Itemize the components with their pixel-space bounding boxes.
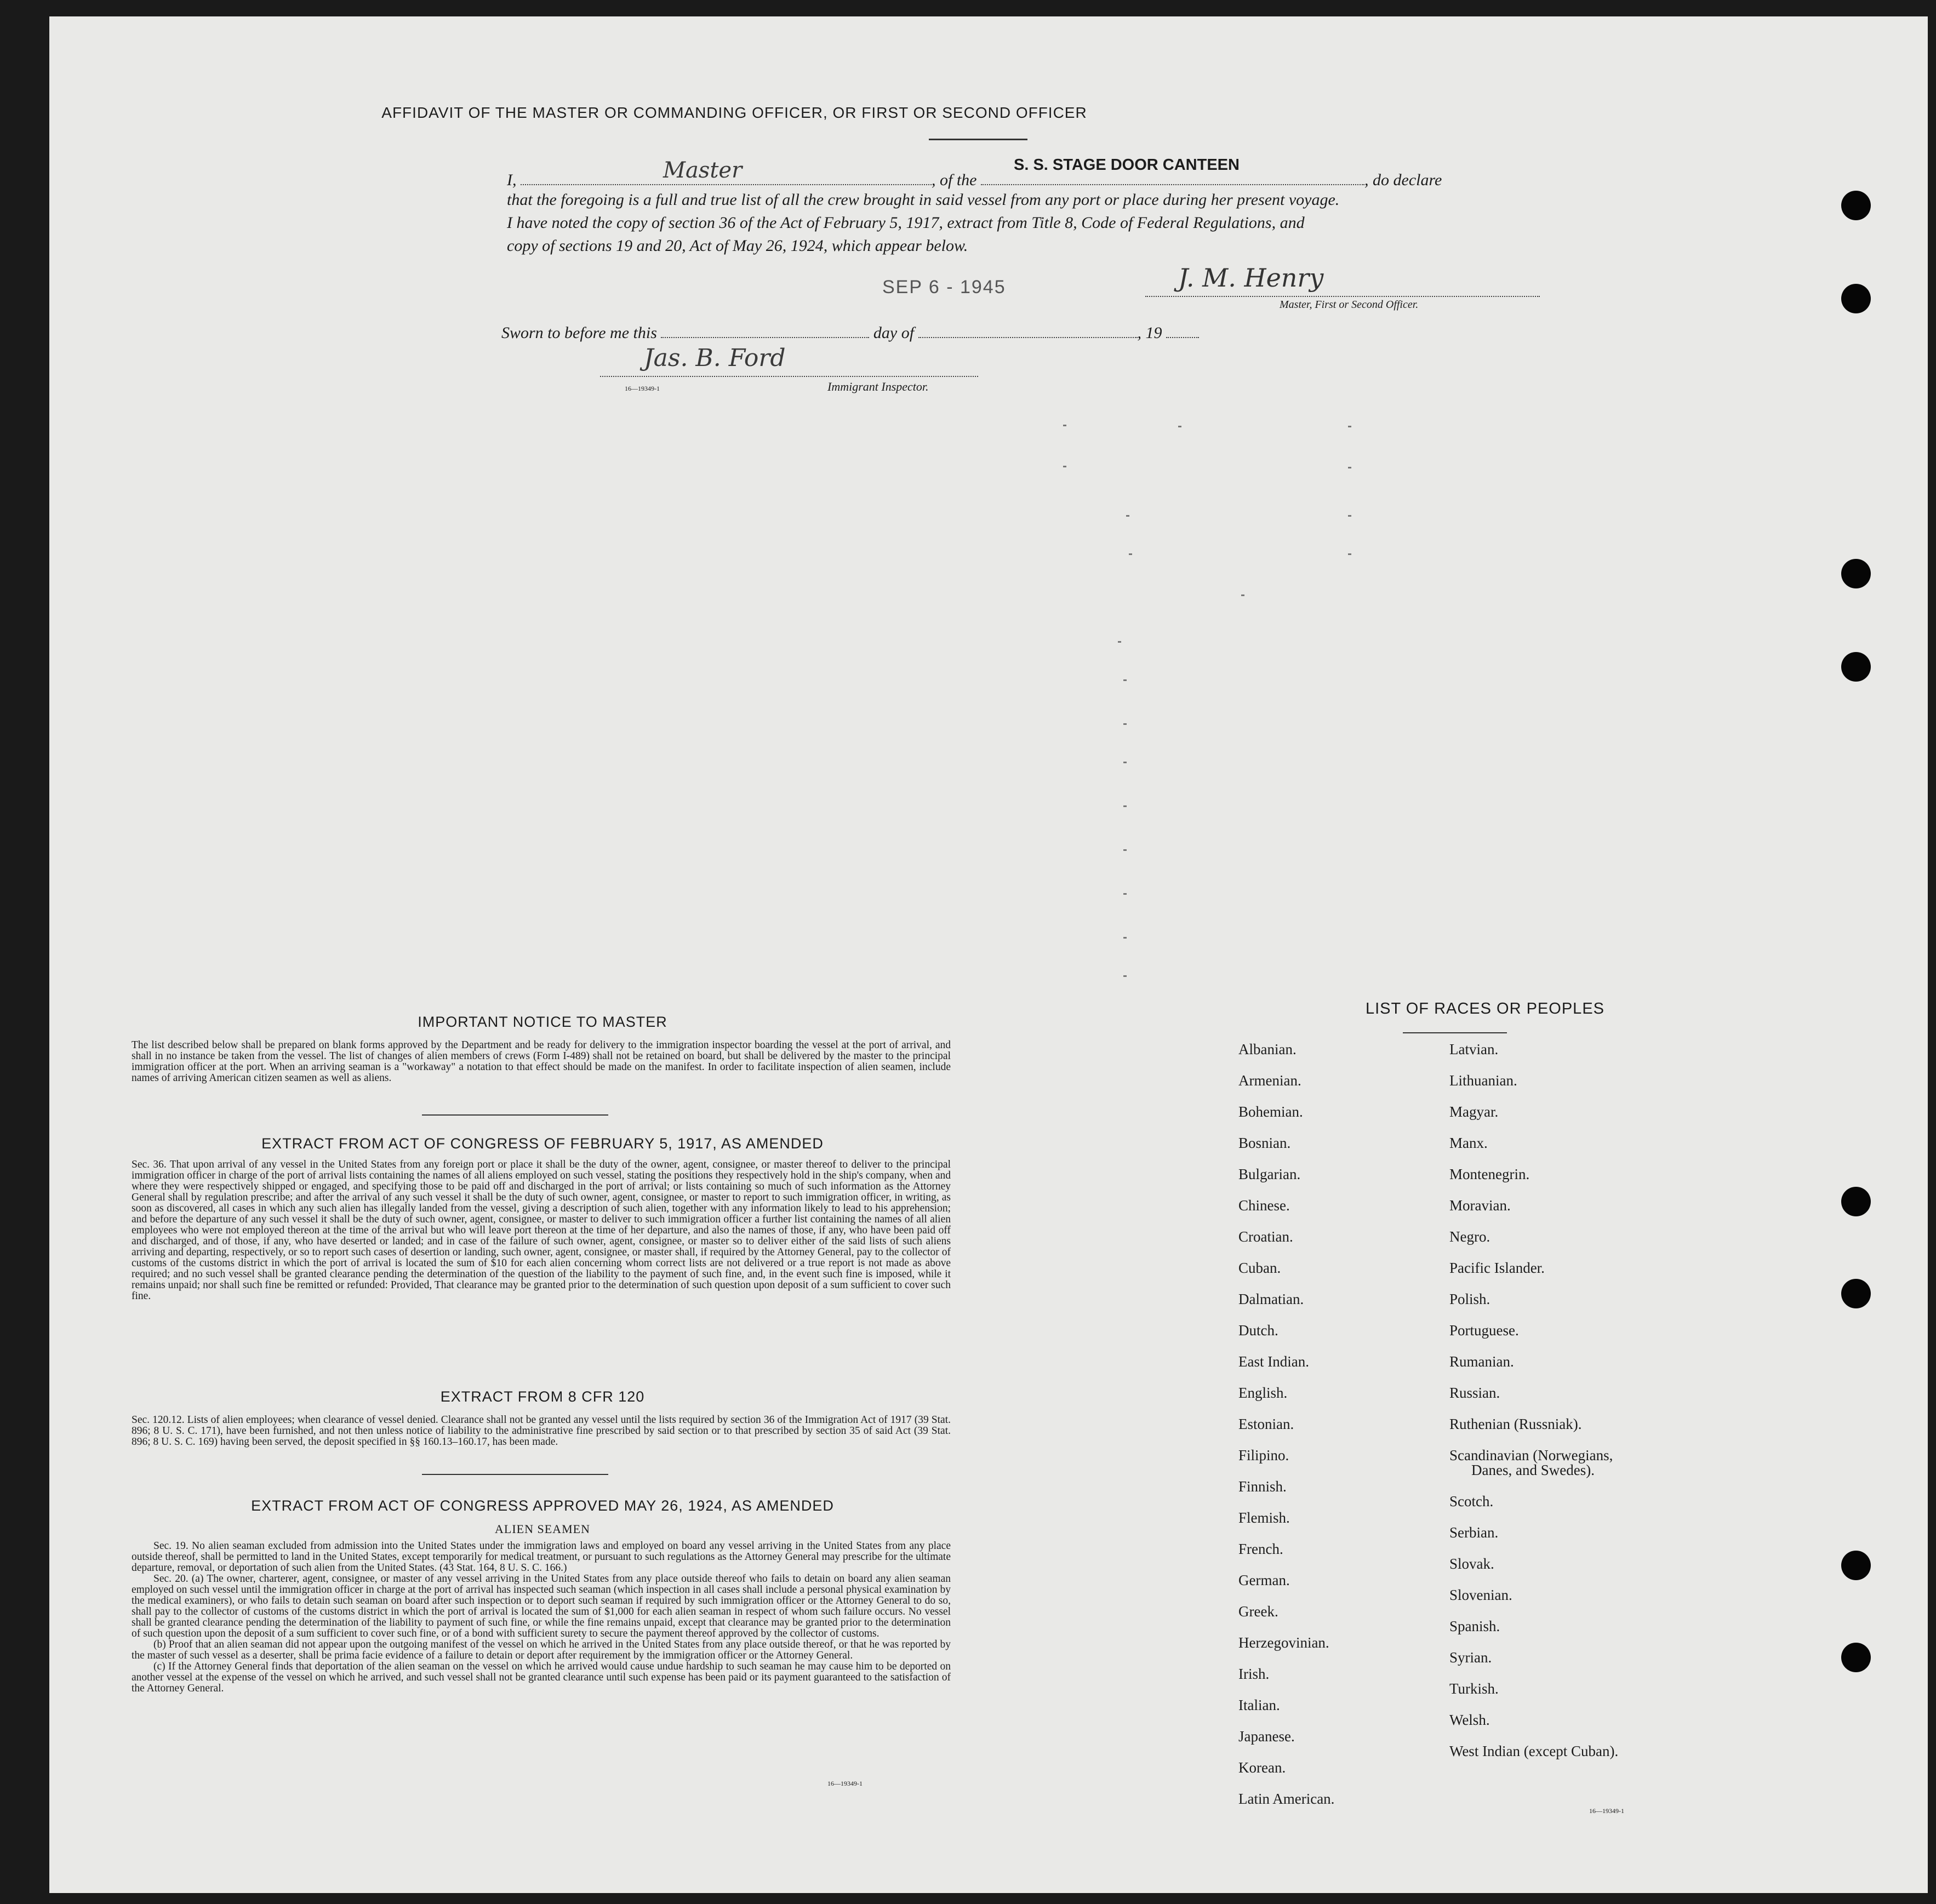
extract-1917-heading: EXTRACT FROM ACT OF CONGRESS OF FEBRUARY 5, 1917, AS AMENDED (261, 1135, 824, 1152)
notice-text: The list described below shall be prepared on blank forms approved by the Department and be ready for delivery to the immigration inspector boarding the vessel at the port of arrival, and shall in no instance be taken from the vessel. The list of changes of alien members of crews (Form I-489) shall not be retained on board, but shall be delivered by the master to the principal immigration officer at the port. When an arriving seaman is a "workaway" a notation to that effect should be made on the manifest. In order to facilitate inspection of alien seamen, include names of arriving American citizen seamen as well as aliens. (132, 1039, 951, 1084)
race-item: Ruthenian (Russniak). (1449, 1416, 1582, 1432)
affidavit-title: AFFIDAVIT OF THE MASTER OR COMMANDING OFFICER, OR FIRST OR SECOND OFFICER (381, 104, 1087, 121)
race-item: Greek. (1238, 1603, 1278, 1620)
race-item: Montenegrin. (1449, 1166, 1530, 1182)
punch-hole (1841, 1187, 1871, 1216)
race-item: Russian. (1449, 1385, 1500, 1401)
punch-hole (1841, 1643, 1871, 1672)
race-item: German. (1238, 1572, 1290, 1588)
race-item: Pacific Islander. (1449, 1260, 1545, 1276)
extract-cfr-heading: EXTRACT FROM 8 CFR 120 (440, 1388, 645, 1405)
affidavit-line2: that the foregoing is a full and true list of all the crew brought in said vessel from any port or place during her present voyage. (507, 191, 1340, 209)
day-of-label: day of (873, 324, 915, 342)
race-item: Danes, and Swedes). (1471, 1462, 1595, 1478)
race-item: Portuguese. (1449, 1322, 1519, 1339)
race-item: Negro. (1449, 1228, 1490, 1245)
race-item: Armenian. (1238, 1072, 1301, 1089)
race-item: Estonian. (1238, 1416, 1294, 1432)
extract-1917-text: Sec. 36. That upon arrival of any vessel in the United States from any foreign port or place it shall be the duty of the owner, agent, consignee, or master thereof to deliver to the principal immigration officer in charge of the port of arrival lists containing the names of all aliens employed on such vessel, stating the positions they respectively hold in the ship's company, when and where they were respectively shipped or engaged, and specifying those to be paid off and discharged in the port of arrival; or lists containing so much of such information as the Attorney General shall by regulation prescribe; and after the arrival of any such vessel it shall be the duty of such owner, agent, consignee, or master to report to such immigration officer, in writing, as soon as discovered, all cases in which any such alien has illegally landed from the vessel, giving a description of such alien, together with any information likely to lead to his apprehension; and before the departure of any such vessel it shall be the duty of such owner, agent, consignee, or master to deliver to such immigration officer a further list containing the names of all alien employees who were not employed thereon at the time of the arrival but who will leave port thereon at the time of her departure, and also the names of those, if any, who have been paid off and discharged, and of those, if any, who have deserted or landed; and in case of the failure of such owner, agent, consignee, or master so to deliver either of the said lists of such aliens arriving and departing, respectively, or so to report such cases of desertion or landing, such owner, agent, consignee, or master shall, if required by the Attorney General, pay to the collector of customs of the customs district in which the port of arrival is located the sum of $10 for each alien concerning whom correct lists are not delivered or a true report is not made as above required; and no such vessel shall be granted clearance pending the determination of the question of the liability to the payment of such fine, and, in the event such fine is imposed, while it remains unpaid; nor shall such fine be remitted or refunded: Provided, That clearance may be granted prior to the determination of such question upon deposit of a sum sufficient to cover such fine. (132, 1159, 951, 1302)
vessel-name: S. S. STAGE DOOR CANTEEN (1014, 156, 1240, 174)
notice-heading: IMPORTANT NOTICE TO MASTER (418, 1014, 667, 1030)
race-item: Magyar. (1449, 1103, 1499, 1120)
cfr-rule (422, 1474, 608, 1475)
master-name: Master (663, 158, 743, 183)
race-item: Dutch. (1238, 1322, 1278, 1339)
do-declare-label: , do declare (1364, 171, 1442, 189)
race-item: Turkish. (1449, 1680, 1499, 1697)
race-item: Japanese. (1238, 1728, 1295, 1745)
race-item: Cuban. (1238, 1260, 1281, 1276)
race-item: Moravian. (1449, 1197, 1511, 1214)
punch-hole (1841, 1551, 1871, 1580)
race-item: East Indian. (1238, 1353, 1309, 1370)
race-item: Bulgarian. (1238, 1166, 1301, 1182)
race-item: Slovak. (1449, 1556, 1494, 1572)
races-heading: LIST OF RACES OR PEOPLES (1365, 1000, 1605, 1017)
race-item: Chinese. (1238, 1197, 1290, 1214)
race-item: Scotch. (1449, 1493, 1494, 1510)
sec-20c-text: (c) If the Attorney General finds that deportation of the alien seaman on the vessel on which he arrived would cause undue hardship to such seaman he may cause him to be deported on another vessel at the expense of the vessel on which he arrived, and such vessel shall not be granted clearance until such expense has been paid or its payment guaranteed to the satisfaction of the Attorney General. (132, 1661, 951, 1694)
race-item: Korean. (1238, 1759, 1286, 1776)
form-number-top: 16—19349-1 (625, 385, 660, 392)
races-right-column (1449, 1041, 1734, 1774)
master-signature: J. M. Henry (1178, 263, 1324, 293)
master-name-field (521, 158, 932, 185)
punch-hole (1841, 191, 1871, 220)
race-item: Rumanian. (1449, 1353, 1514, 1370)
sworn-month-field (918, 321, 1138, 338)
sworn-day-field (661, 321, 869, 338)
form-number-left: 16—19349-1 (827, 1780, 863, 1787)
sworn-line (501, 321, 1543, 345)
race-item: Slovenian. (1449, 1587, 1512, 1603)
sec-19-text: Sec. 19. No alien seaman excluded from admission into the United States under the immigration laws and employed on board any vessel arriving in the United States from any place outside thereof, shall be permitted to land in the United States, except temporarily for medical treatment, or pursuant to such regulations as the Attorney General may prescribe for the ultimate departure, removal, or deportation of such alien from the United States. (43 Stat. 164, 8 U. S. C. 166.) (132, 1540, 951, 1574)
race-item: Italian. (1238, 1697, 1280, 1713)
inspector-caption: Immigrant Inspector. (827, 380, 929, 393)
sworn-year-field (1166, 321, 1199, 338)
punch-hole (1841, 559, 1871, 588)
sworn-label: Sworn to before me this (501, 324, 657, 342)
form-number-right: 16—19349-1 (1589, 1807, 1624, 1815)
punch-hole (1841, 1279, 1871, 1308)
master-caption: Master, First or Second Officer. (1280, 299, 1419, 311)
races-rule (1403, 1032, 1507, 1033)
alien-seamen-subheading: ALIEN SEAMEN (495, 1522, 590, 1536)
sec-20b-text: (b) Proof that an alien seaman did not appear upon the outgoing manifest of the vessel on which he arrived in the United States from any place outside thereof, or that he was reported by the master of such vessel as a deserter, shall be prima facie evidence of a failure to detain or deport after requirement by the immigration officer or the Attorney General. (132, 1639, 951, 1661)
race-item: English. (1238, 1385, 1288, 1401)
race-item: Albanian. (1238, 1041, 1297, 1057)
race-item: Bohemian. (1238, 1103, 1303, 1120)
punch-hole (1841, 652, 1871, 682)
race-item: Herzegovinian. (1238, 1634, 1329, 1651)
affidavit-line1 (507, 156, 1548, 192)
of-the-label: , of the (932, 171, 977, 189)
affidavit-line3: I have noted the copy of section 36 of the Act of February 5, 1917, extract from Title 8, Code of Federal Regulations, and (507, 214, 1305, 232)
race-item: French. (1238, 1541, 1283, 1557)
races-left-column (1238, 1041, 1430, 1822)
race-item: Latin American. (1238, 1791, 1335, 1807)
race-item: Irish. (1238, 1666, 1270, 1682)
date-stamp: SEP 6 - 1945 (882, 277, 1006, 298)
race-item: Croatian. (1238, 1228, 1293, 1245)
extract-1924-text (132, 1541, 951, 1694)
title-rule (929, 139, 1027, 140)
race-item: Finnish. (1238, 1478, 1287, 1495)
i-label: I, (507, 171, 517, 189)
sec-20a-text: Sec. 20. (a) The owner, charterer, agent, consignee, or master of any vessel arriving in the United States from any place outside thereof who fails to detain on board any alien seaman employed on such vessel until the immigration officer in charge at the port of arrival has inspected such seaman (which inspection in all cases shall include a personal physical examination by the medical examiners), or who fails to detain such seaman on board after such inspection or to deport such seaman if required by such immigration officer or the Attorney General to do so, shall pay to the collector of customs of the customs district in which the port of arrival is located the sum of $1,000 for each alien seaman in respect of whom such failure occurs. No vessel shall be granted clearance pending the determination of the liability to payment of such fine, or while the fine remains unpaid, except that clearance may be granted prior to the determination of such question upon the deposit of a sum sufficient to cover such fine, or of a bond with sufficient surety to secure the payment thereof approved by the collector of customs. (132, 1573, 951, 1639)
inspector-signature-line (600, 344, 978, 377)
inspector-signature: Jas. B. Ford (644, 344, 786, 372)
race-item: Lithuanian. (1449, 1072, 1517, 1089)
race-item: Latvian. (1449, 1041, 1499, 1057)
race-item: Flemish. (1238, 1510, 1290, 1526)
race-item: Serbian. (1449, 1524, 1499, 1541)
affidavit-line4: copy of sections 19 and 20, Act of May 26, 1924, which appear below. (507, 237, 968, 255)
race-item: Spanish. (1449, 1618, 1500, 1634)
race-item: Filipino. (1238, 1447, 1289, 1463)
document-sheet (49, 16, 1928, 1893)
race-item: Syrian. (1449, 1649, 1492, 1666)
race-item: Dalmatian. (1238, 1291, 1304, 1307)
race-item: Welsh. (1449, 1712, 1490, 1728)
race-item: Polish. (1449, 1291, 1490, 1307)
notice-rule (422, 1114, 608, 1116)
extract-1924-heading: EXTRACT FROM ACT OF CONGRESS APPROVED MAY 26, 1924, AS AMENDED (251, 1497, 834, 1514)
race-item: Bosnian. (1238, 1135, 1291, 1151)
vessel-name-field (981, 156, 1364, 185)
punch-hole (1841, 284, 1871, 313)
race-item: West Indian (except Cuban). (1449, 1743, 1619, 1759)
extract-cfr-text: Sec. 120.12. Lists of alien employees; when clearance of vessel denied. Clearance shall not be granted any vessel until the lists required by section 36 of the Immigration Act of 1917 (39 Stat. 896; 8 U. S. C. 171), have been furnished, and not then unless notice of liability to the administrative fine prescribed by said section or to that prescribed by section 35 of said Act (39 Stat. 896; 8 U. S. C. 169) having been served, the deposit specified in §§ 160.13–160.17, has been made. (132, 1414, 951, 1448)
race-item: Scandinavian (Norwegians, (1449, 1447, 1613, 1463)
year-prefix: , 19 (1137, 324, 1162, 342)
race-item: Manx. (1449, 1135, 1488, 1151)
